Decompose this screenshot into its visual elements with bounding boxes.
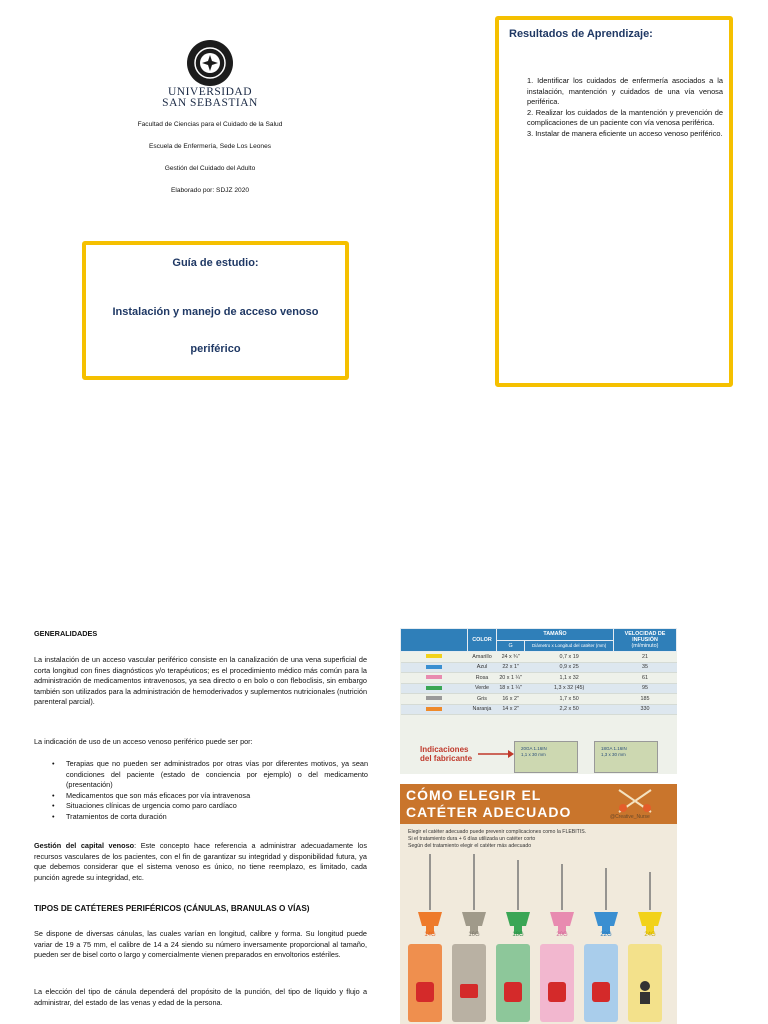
- catheter-16g-icon: [462, 854, 486, 934]
- table-cell: 0,9 x 25: [525, 662, 614, 673]
- table-cell: Amarillo: [468, 652, 497, 663]
- header-cell: TAMAÑO: [497, 629, 614, 641]
- generalidades-heading: GENERALIDADES: [34, 629, 98, 638]
- use-icons: [408, 952, 674, 1012]
- ambulance-icon: [460, 984, 478, 998]
- table-cell: [401, 662, 468, 673]
- table-row: [401, 683, 677, 694]
- table-cell: Gris: [468, 694, 497, 705]
- catheter-swatch: [426, 707, 442, 711]
- table-cell: Naranja: [468, 704, 497, 715]
- package-label-18g: [594, 741, 658, 773]
- tipos-paragraph-1: Se dispone de diversas cánulas, las cuales varían en longitud, calibre y forma. Su longitud puede variar de 19 a 75 mm, el calibre de 14 a 24 siendo su número inversamente proporcional al tamaño, pueden ser de bisel corto o largo y comercialmente vienen preparados en envoltorios estériles.: [34, 929, 367, 960]
- catheter-18g-icon: [506, 860, 530, 934]
- header-cell: COLOR: [468, 629, 497, 652]
- tipos-heading: TIPOS DE CATÉTERES PERIFÉRICOS (CÁNULAS, BRANULAS O VÍAS): [34, 904, 310, 913]
- infographic-title-line1: CÓMO ELEGIR EL: [406, 787, 542, 803]
- table-cell: [401, 673, 468, 684]
- infographic-tag: @Creative_Nurse: [610, 814, 650, 820]
- infographic-title-line2: CATÉTER ADECUADO: [406, 804, 572, 820]
- learning-results-box: [495, 16, 733, 387]
- header-cell: [401, 629, 468, 652]
- school-text: Escuela de Enfermería, Sede Los Leones: [148, 143, 272, 150]
- table-cell: 1,3 x 32 (45): [525, 683, 614, 694]
- catheter-24g-icon: [638, 872, 662, 934]
- crest-icon: [193, 46, 227, 80]
- results-title: Resultados de Aprendizaje:: [509, 28, 653, 40]
- transfusion-icon: [504, 982, 522, 1002]
- arrow-icon: [478, 748, 514, 760]
- package-label-text: [595, 742, 657, 762]
- list-item: • Tratamientos de corta duración: [46, 812, 368, 823]
- catheter-swatch: [426, 675, 442, 679]
- header-cell: G: [497, 640, 525, 652]
- gauge-label: 24G: [644, 932, 656, 938]
- university-name-line2: SAN SEBASTIAN: [162, 97, 258, 109]
- indicator-line2: del fabricante: [420, 754, 473, 763]
- gauge-label: 22G: [600, 932, 612, 938]
- indication-list: [46, 759, 368, 823]
- package-label-20g: [514, 741, 578, 773]
- guide-title: Guía de estudio:: [172, 257, 259, 269]
- indicator-line1: Indicaciones: [420, 745, 469, 754]
- list-item: • Medicamentos que son más eficaces por vía intravenosa: [46, 791, 368, 802]
- results-item: 2. Realizar los cuidados de la mantención y prevención de complicaciones de un paciente con vía venosa periférica.: [527, 107, 723, 127]
- table-cell: 95: [614, 683, 677, 694]
- capital-venoso-label: Gestión del capital venoso: [34, 841, 135, 850]
- table-cell: [401, 683, 468, 694]
- results-item: 1. Identificar los cuidados de enfermería asociados a la instalación, mantención y cuidados de una vía venosa periférica.: [527, 76, 723, 106]
- table-row: [401, 652, 677, 663]
- capital-venoso-text: : Este concepto hace referencia a administrar adecuadamente los recursos vasculares de los pacientes, con el fin de garantizar su integridad y disponibilidad futura, ya que debemos considerar que el sistema venoso es único, no tiene reemplazo, es limitado, cada punción agrede su integridad, etc.: [34, 841, 368, 882]
- table-cell: 61: [614, 673, 677, 684]
- table-cell: 185: [614, 694, 677, 705]
- generalidades-paragraph-2: La indicación de uso de un acceso venoso periférico puede ser por:: [34, 737, 253, 746]
- capital-venoso-paragraph: [34, 841, 367, 883]
- faculty-text: Facultad de Ciencias para el Cuidado de la Salud: [137, 121, 283, 128]
- table-cell: 0,7 x 19: [525, 652, 614, 663]
- catheter-size-table: [400, 628, 677, 715]
- tipos-paragraph-2: La elección del tipo de cánula dependerá del propósito de la punción, del tipo de líquido y flujo a administrar, del estado de las venas y edad de la persona.: [34, 987, 367, 1007]
- speed-label: VELOCIDAD DE INFUSIÓN: [624, 631, 666, 643]
- catheter-row-graphic: [400, 850, 677, 940]
- catheter-20g-icon: [550, 864, 574, 934]
- list-item: • Situaciones clínicas de urgencia como paro cardíaco: [46, 801, 368, 812]
- table-cell: 24 x ¾": [497, 652, 525, 663]
- catheter-swatch: [426, 696, 442, 700]
- course-text: Gestión del Cuidado del Adulto: [164, 165, 256, 172]
- table-cell: 18 x 1 ¼": [497, 683, 525, 694]
- catheter-swatch: [426, 665, 442, 669]
- speed-unit: (ml/minuto): [631, 643, 659, 649]
- author-text: Elaborado por: SDJZ 2020: [170, 187, 250, 194]
- table-cell: 14 x 2": [497, 704, 525, 715]
- table-row: [401, 704, 677, 715]
- catheter-14g-icon: [418, 854, 442, 934]
- university-name-line1: UNIVERSIDAD: [167, 86, 253, 98]
- table-cell: 330: [614, 704, 677, 715]
- table-cell: 22 x 1": [497, 662, 525, 673]
- table-row: [401, 694, 677, 705]
- infographic-text: Elegir el catéter adecuado puede prevenir complicaciones como la FLEBITIS.: [408, 829, 587, 835]
- header-cell: [614, 629, 677, 652]
- list-item: • Terapias que no pueden ser administrados por otras vías por diferentes motivos, ya sean condiciones del paciente (estado de conciencia por ejemplo) o del medicamento (presentación): [46, 759, 368, 791]
- manufacturer-indications: [420, 745, 472, 763]
- infographic-text: Según del tratamiento elegir el catéter más adecuado: [408, 843, 532, 849]
- table-row: [401, 662, 677, 673]
- gauge-label: 18G: [512, 932, 524, 938]
- table-cell: 16 x 2": [497, 694, 525, 705]
- label-line: 1,3 x 30 mm: [601, 752, 626, 757]
- table-cell: 2,2 x 50: [525, 704, 614, 715]
- guide-subtitle-line2: periférico: [190, 343, 241, 355]
- results-list: [527, 76, 723, 139]
- table-cell: 20 x 1 ¼": [497, 673, 525, 684]
- catheter-swatch: [426, 686, 442, 690]
- catheter-choice-infographic: [400, 784, 677, 1024]
- blood-bag-icon: [416, 982, 434, 1002]
- catheter-swatch: [426, 654, 442, 658]
- pill-icon: [592, 982, 610, 1002]
- results-item: 3. Instalar de manera eficiente un acceso venoso periférico.: [527, 128, 723, 138]
- table-cell: Azul: [468, 662, 497, 673]
- header-cell: Diámetro x Longitud del catéter (mm): [525, 640, 614, 652]
- package-label-text: [515, 742, 577, 762]
- table-cell: Rosa: [468, 673, 497, 684]
- label-line: 1,1 x 30 mm: [521, 752, 546, 757]
- infographic-header: [400, 784, 677, 824]
- elderly-icon: [640, 981, 650, 1004]
- study-guide-box: [82, 241, 349, 380]
- table-cell: Verde: [468, 683, 497, 694]
- table-cell: 1,7 x 50: [525, 694, 614, 705]
- generalidades-paragraph-1: La instalación de un acceso vascular periférico consiste en la canalización de una vena superficial de corta longitud con fines diagnósticos y/o terapéuticos; es el procedimiento médico más común para la administración de medicamentos intravenosos, ya sea directo o en bolo o con fleboclisis, sin embargo también son utilizados para la administración de hemoderivados y suplementos nutricionales (nutrición parenteral parcial).: [34, 655, 367, 707]
- table-row: [401, 673, 677, 684]
- table-cell: [401, 694, 468, 705]
- table-cell: [401, 652, 468, 663]
- infographic-text: Si el tratamiento dura + 6 días utilizada un catéter corto: [408, 836, 536, 842]
- gauge-label: 14G: [424, 932, 436, 938]
- gauge-label: 16G: [468, 932, 480, 938]
- catheter-22g-icon: [594, 868, 618, 934]
- table-cell: 35: [614, 662, 677, 673]
- medication-icon: [548, 982, 566, 1002]
- university-logo: [187, 40, 233, 86]
- label-line: 20GA 1.16IN: [521, 746, 547, 751]
- table-cell: 1,1 x 32: [525, 673, 614, 684]
- label-line: 18GA 1.16IN: [601, 746, 627, 751]
- table-cell: [401, 704, 468, 715]
- gauge-label: 20G: [556, 932, 568, 938]
- table-cell: 21: [614, 652, 677, 663]
- guide-subtitle-line1: Instalación y manejo de acceso venoso: [112, 306, 319, 318]
- crossed-catheters-icon: [615, 788, 655, 814]
